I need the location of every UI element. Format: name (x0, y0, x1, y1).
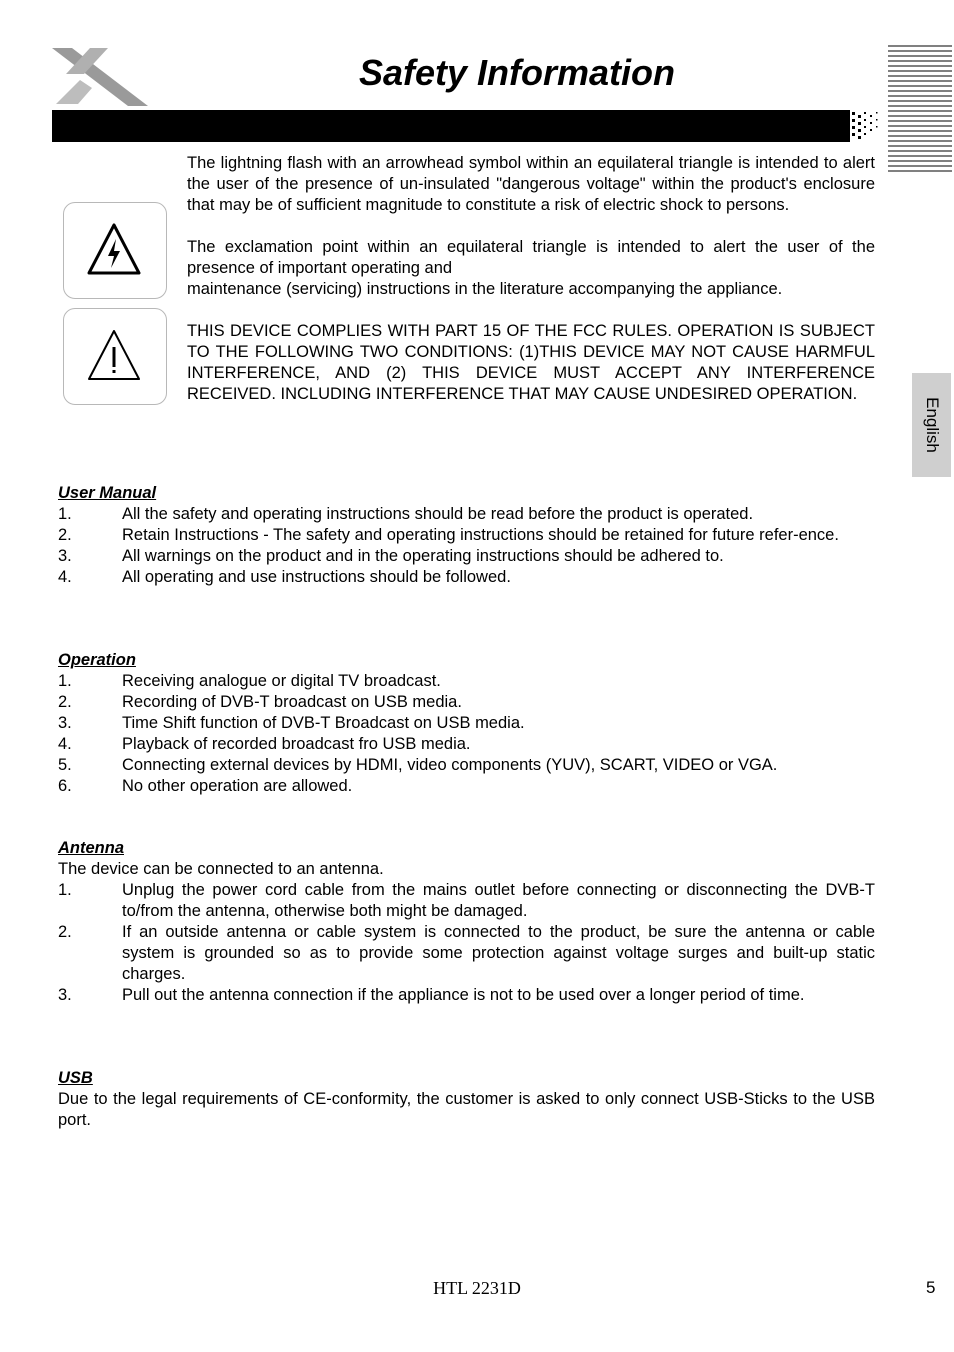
list-item: 3. Pull out the antenna connection if the appliance is not to be used over a longer period of time. (58, 986, 805, 1004)
list-item: 2. Recording of DVB-T broadcast on USB media. (58, 693, 462, 711)
language-tab-label: English (922, 397, 942, 453)
usb-section (58, 1068, 875, 1131)
list-item: 2. If an outside antenna or cable system is connected to the product, be sure the antenna or cable system is grounded so as to provide some protection against voltage surges and built-up static charges. (58, 923, 875, 983)
list-item: 2. Retain Instructions - The safety and operating instructions should be retained for future refer-ence. (58, 526, 839, 544)
usb-heading: USB (58, 1069, 93, 1087)
antenna-heading: Antenna (58, 839, 124, 857)
antenna-intro: The device can be connected to an antenna. (58, 860, 384, 878)
usb-text: Due to the legal requirements of CE-conformity, the customer is asked to only connect USB-Sticks to the USB port. (58, 1090, 875, 1129)
page-number: 5 (926, 1278, 936, 1297)
list-item: 4. All operating and use instructions should be followed. (58, 568, 511, 586)
header-bar (52, 110, 846, 142)
exclamation-description-line1: The exclamation point within an equilateral triangle is intended to alert the user of the presence of important operating and (187, 238, 875, 277)
antenna-section (58, 838, 875, 1006)
list-item: 3. Time Shift function of DVB-T Broadcast on USB media. (58, 714, 525, 732)
operation-heading: Operation (58, 651, 136, 669)
list-item: 1. Receiving analogue or digital TV broadcast. (58, 672, 441, 690)
exclamation-description-line2: maintenance (servicing) instructions in the literature accompanying the appliance. (187, 280, 783, 298)
exclamation-warning-box (63, 308, 167, 405)
list-item: 5. Connecting external devices by HDMI, video components (YUV), SCART, VIDEO or VGA. (58, 756, 778, 774)
exclamation-warning-icon (86, 327, 142, 383)
lightning-description: The lightning flash with an arrowhead symbol within an equilateral triangle is intended to alert the user of the presence of un-insulated "dangerous voltage" within the product's enclosure that may be of sufficient magnitude to constitute a risk of electric shock to persons. (187, 154, 875, 214)
operation-section (58, 650, 875, 797)
user-manual-heading: User Manual (58, 484, 157, 502)
language-tab[interactable] (912, 373, 951, 477)
list-item: 4. Playback of recorded broadcast fro USB media. (58, 735, 471, 753)
intro-text-block (187, 153, 875, 426)
page-title: Safety Information (358, 52, 676, 93)
list-item: 6. No other operation are allowed. (58, 777, 353, 795)
list-item: 1. Unplug the power cord cable from the mains outlet before connecting or disconnecting the DVB-T to/from the antenna, otherwise both might be damaged. (58, 881, 875, 920)
lightning-warning-icon (86, 221, 142, 277)
footer-model-name: HTL 2231D (433, 1278, 521, 1298)
lightning-warning-box (63, 202, 167, 299)
side-stripe-decoration (888, 44, 952, 174)
list-item: 3. All warnings on the product and in the operating instructions should be adhered to. (58, 547, 724, 565)
list-item: 1. All the safety and operating instructions should be read before the product is operated. (58, 505, 754, 523)
header-bar-dot-pattern (844, 110, 884, 142)
fcc-compliance-text: THIS DEVICE COMPLIES WITH PART 15 OF THE FCC RULES. OPERATION IS SUBJECT TO THE FOLLOWING TWO CONDITIONS: (1)THIS DEVICE MAY NOT CAUSE HARMFUL INTERFERENCE, AND (2) THIS DEVICE MUST ACCEPT ANY INTERFERENCE RECEIVED. INCLUDING INTERFERENCE THAT MAY CAUSE UNDESIRED OPERATION. (187, 322, 875, 403)
user-manual-section (58, 483, 875, 588)
exclamation-description (187, 237, 875, 300)
